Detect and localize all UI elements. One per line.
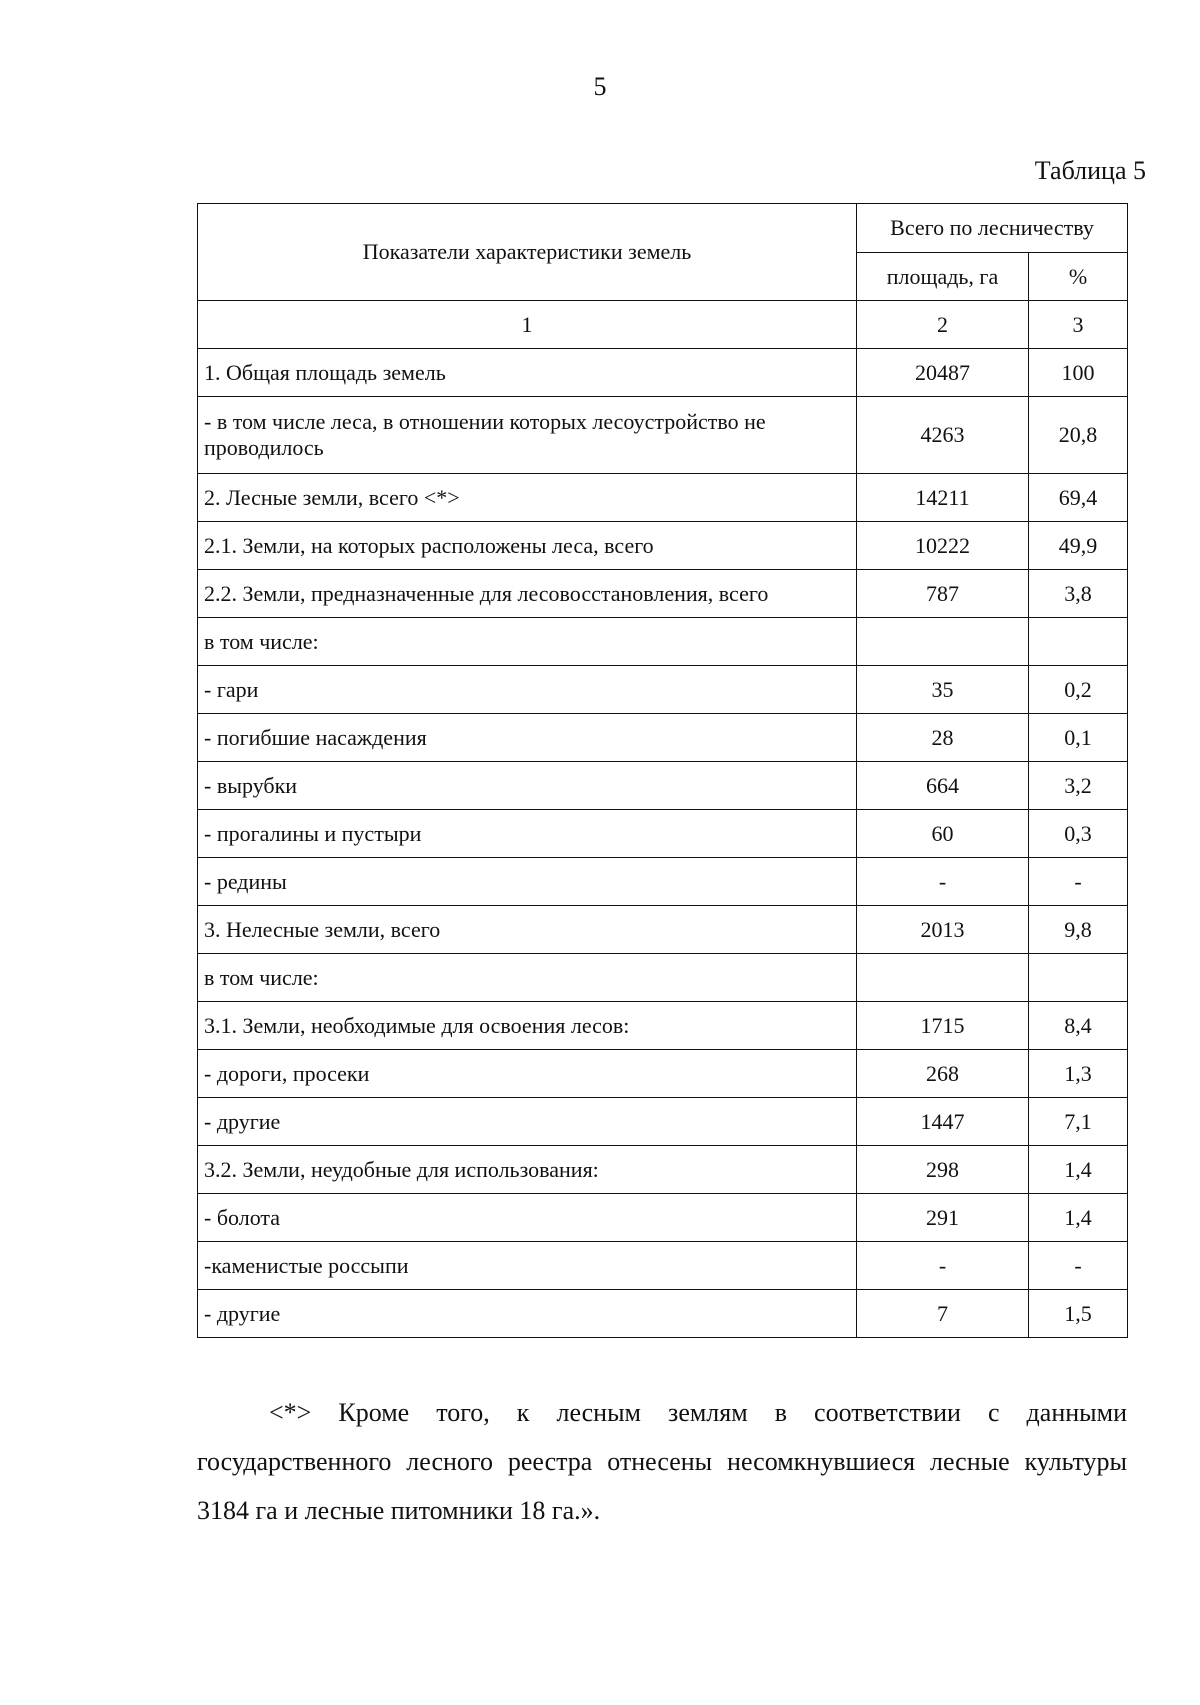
row-percent: 8,4 [1029,1002,1128,1050]
row-label: - в том числе леса, в отношении которых лесоустройство не проводилось [198,397,857,474]
row-label: - другие [198,1098,857,1146]
row-percent: 9,8 [1029,906,1128,954]
table-row [198,810,1128,858]
table-row [198,522,1128,570]
row-area: 1715 [857,1002,1029,1050]
row-label: - вырубки [198,762,857,810]
row-area: 268 [857,1050,1029,1098]
footnote: <*> Кроме того, к лесным землям в соответствии с данными государственного лесного реестра отнесены несомкнувшиеся лесные культуры 3184 га и лесные питомники 18 га.». [197,1398,1127,1525]
row-label: 2.1. Земли, на которых расположены леса, всего [198,522,857,570]
row-area [857,954,1029,1002]
row-area: 787 [857,570,1029,618]
row-area [857,618,1029,666]
row-area: 291 [857,1194,1029,1242]
header-area: площадь, га [857,253,1029,301]
table-row [198,906,1128,954]
table-row [198,397,1128,474]
row-label: - прогалины и пустыри [198,810,857,858]
row-percent: 0,3 [1029,810,1128,858]
table-row [198,570,1128,618]
row-area: - [857,858,1029,906]
row-label: - дороги, просеки [198,1050,857,1098]
row-percent: 49,9 [1029,522,1128,570]
row-label: в том числе: [198,954,857,1002]
row-percent [1029,618,1128,666]
row-percent [1029,954,1128,1002]
row-percent: 100 [1029,349,1128,397]
row-label: 1. Общая площадь земель [198,349,857,397]
row-area: 60 [857,810,1029,858]
row-percent: 3,8 [1029,570,1128,618]
row-percent: 3,2 [1029,762,1128,810]
table-row [198,954,1128,1002]
header-percent: % [1029,253,1128,301]
table-row [198,474,1128,522]
table-row [198,1242,1128,1290]
row-percent: 69,4 [1029,474,1128,522]
column-number: 1 [198,301,857,349]
row-area: 2013 [857,906,1029,954]
table-row [198,349,1128,397]
row-area: 4263 [857,397,1029,474]
row-percent: 0,1 [1029,714,1128,762]
header-group: Всего по лесничеству [857,204,1128,253]
row-area: 7 [857,1290,1029,1338]
row-area: 35 [857,666,1029,714]
column-number: 3 [1029,301,1128,349]
row-label: - редины [198,858,857,906]
row-label: - другие [198,1290,857,1338]
column-number: 2 [857,301,1029,349]
table-row [198,1002,1128,1050]
row-area: 664 [857,762,1029,810]
page-number: 5 [593,72,607,101]
row-area: 10222 [857,522,1029,570]
row-area: - [857,1242,1029,1290]
table-row [198,1290,1128,1338]
row-label: 3.1. Земли, необходимые для освоения лесов: [198,1002,857,1050]
row-label: -каменистые россыпи [198,1242,857,1290]
table-row [198,666,1128,714]
table-row [198,1098,1128,1146]
column-number-row [198,301,1128,349]
row-percent: 1,4 [1029,1146,1128,1194]
header-indicator: Показатели характеристики земель [198,204,857,301]
row-percent: - [1029,1242,1128,1290]
row-label: 2. Лесные земли, всего <*> [198,474,857,522]
row-label: 2.2. Земли, предназначенные для лесовосстановления, всего [198,570,857,618]
row-label: 3. Нелесные земли, всего [198,906,857,954]
row-label: в том числе: [198,618,857,666]
row-area: 28 [857,714,1029,762]
row-percent: 1,3 [1029,1050,1128,1098]
row-area: 20487 [857,349,1029,397]
row-percent: 1,4 [1029,1194,1128,1242]
row-label: - болота [198,1194,857,1242]
land-indicators-table [197,203,1128,1338]
table-row [198,618,1128,666]
row-label: 3.2. Земли, неудобные для использования: [198,1146,857,1194]
row-percent: 7,1 [1029,1098,1128,1146]
table-row [198,714,1128,762]
row-area: 298 [857,1146,1029,1194]
table-row [198,1194,1128,1242]
row-percent: - [1029,858,1128,906]
row-percent: 20,8 [1029,397,1128,474]
row-label: - гари [198,666,857,714]
table-caption: Таблица 5 [1034,156,1146,185]
table-header-row [198,204,1128,253]
table-row [198,762,1128,810]
table-row [198,1146,1128,1194]
row-area: 1447 [857,1098,1029,1146]
row-area: 14211 [857,474,1029,522]
table-row [198,1050,1128,1098]
row-percent: 1,5 [1029,1290,1128,1338]
row-label: - погибшие насаждения [198,714,857,762]
row-percent: 0,2 [1029,666,1128,714]
table-row [198,858,1128,906]
